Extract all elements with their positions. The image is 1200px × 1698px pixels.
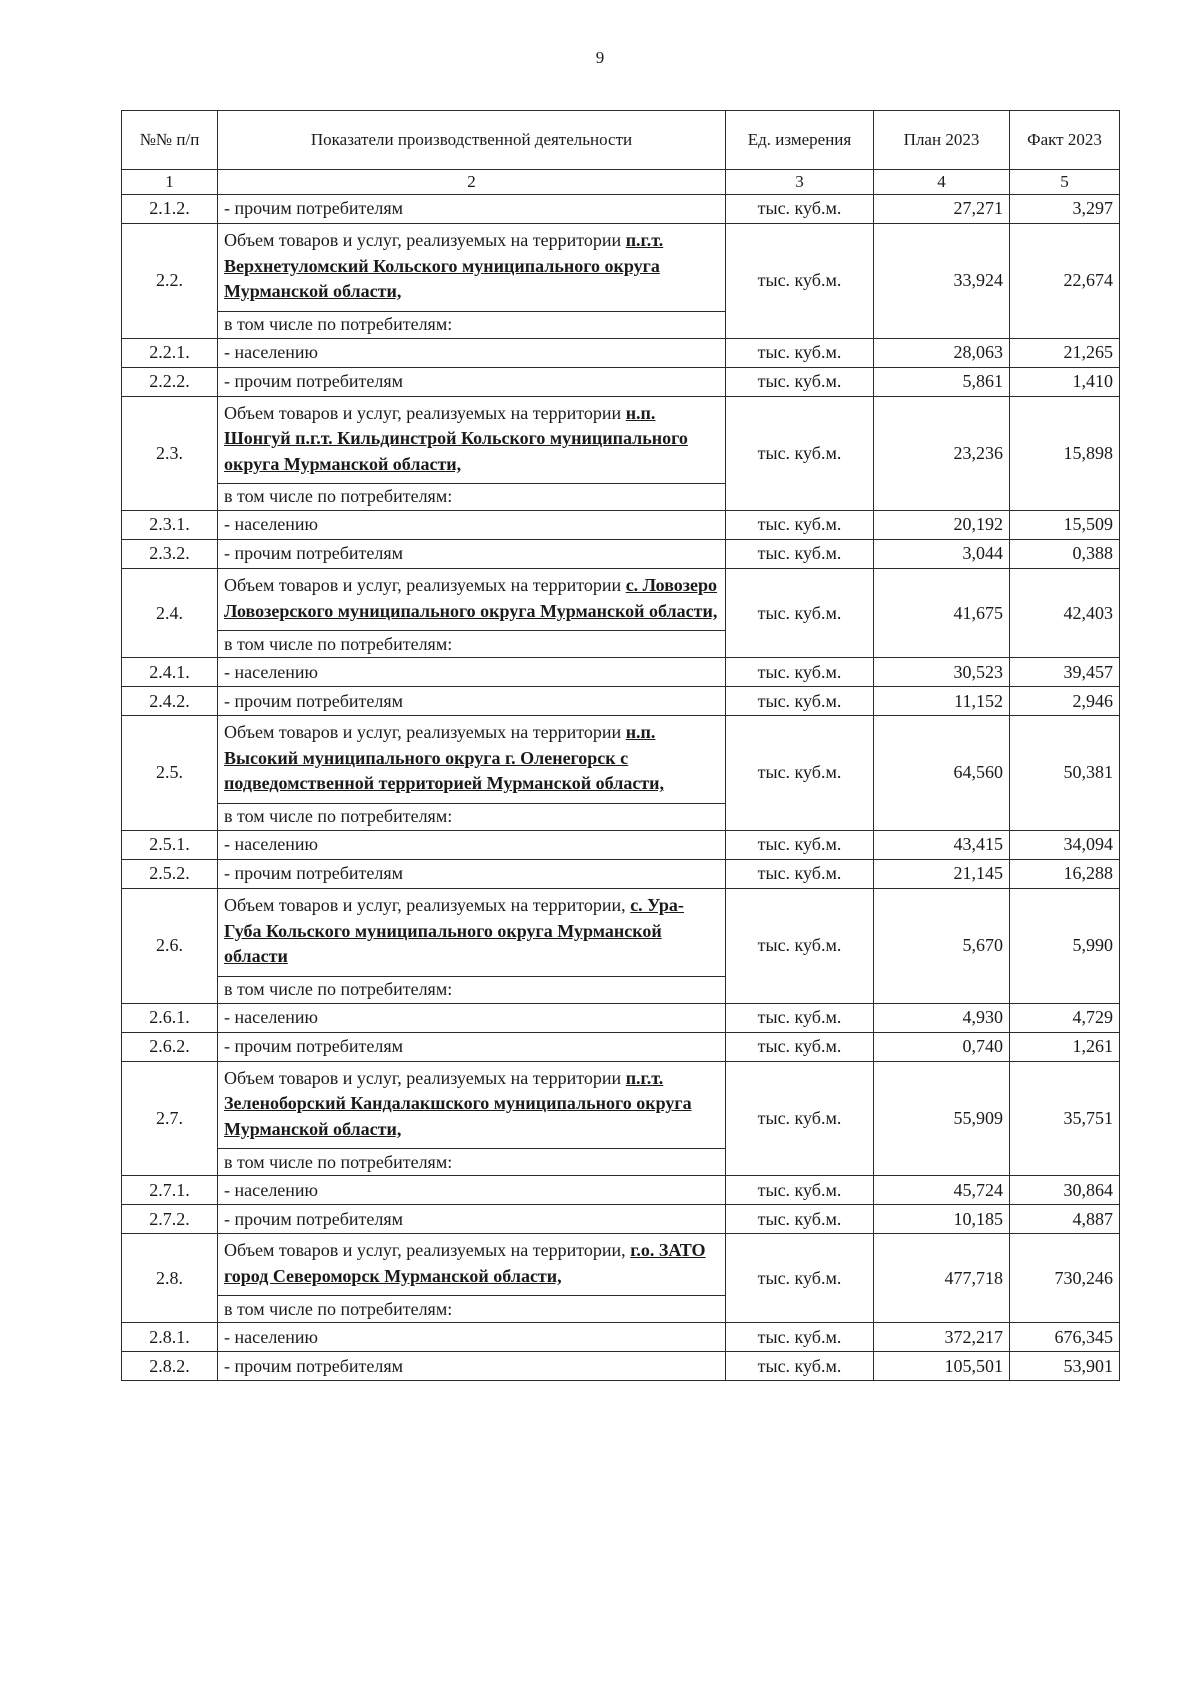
row-unit: тыс. куб.м. xyxy=(726,1205,874,1234)
row-indicator: - населению xyxy=(218,1323,726,1352)
row-number: 2.3.1. xyxy=(122,511,218,540)
group-title-text xyxy=(224,1066,719,1143)
row-number: 2.2.2. xyxy=(122,367,218,396)
column-index: 1 xyxy=(122,170,218,195)
group-title-prefix: Объем товаров и услуг, реализуемых на территории xyxy=(224,575,626,596)
column-index: 4 xyxy=(874,170,1010,195)
row-fact-value: 16,288 xyxy=(1010,860,1120,889)
group-subtitle: в том числе по потребителям: xyxy=(218,484,726,511)
table-row xyxy=(122,687,1120,716)
row-fact-value: 0,388 xyxy=(1010,540,1120,569)
group-number: 2.7. xyxy=(122,1061,218,1176)
row-plan-value: 11,152 xyxy=(874,687,1010,716)
page-number: 9 xyxy=(595,48,605,67)
group-title-row xyxy=(122,224,1120,312)
group-title xyxy=(218,1061,726,1149)
group-title-prefix: Объем товаров и услуг, реализуемых на территории, xyxy=(224,1240,631,1261)
group-plan-value: 23,236 xyxy=(874,396,1010,511)
row-indicator: - прочим потребителям xyxy=(218,1205,726,1234)
row-fact-value: 21,265 xyxy=(1010,338,1120,367)
row-unit: тыс. куб.м. xyxy=(726,1176,874,1205)
group-subtitle: в том числе по потребителям: xyxy=(218,1296,726,1323)
row-number: 2.5.1. xyxy=(122,831,218,860)
row-plan-value: 10,185 xyxy=(874,1205,1010,1234)
row-fact-value: 15,509 xyxy=(1010,511,1120,540)
row-fact-value: 676,345 xyxy=(1010,1323,1120,1352)
group-title-prefix: Объем товаров и услуг, реализуемых на территории xyxy=(224,1067,626,1088)
group-title-prefix: Объем товаров и услуг, реализуемых на территории xyxy=(224,722,626,743)
row-number: 2.7.2. xyxy=(122,1205,218,1234)
group-subtitle: в том числе по потребителям: xyxy=(218,976,726,1003)
group-number: 2.2. xyxy=(122,224,218,339)
group-fact-value: 730,246 xyxy=(1010,1234,1120,1323)
row-unit: тыс. куб.м. xyxy=(726,195,874,224)
group-number: 2.5. xyxy=(122,716,218,831)
group-territory-name: н.п. Высокий муниципального округа г. Оленегорск с подведомственной территорией Мурманской области, xyxy=(224,722,665,794)
group-title-text xyxy=(224,893,719,970)
table-row xyxy=(122,1003,1120,1032)
group-subtitle: в том числе по потребителям: xyxy=(218,1149,726,1176)
group-number: 2.6. xyxy=(122,889,218,1004)
group-title-text xyxy=(224,228,719,305)
row-fact-value: 3,297 xyxy=(1010,195,1120,224)
row-plan-value: 28,063 xyxy=(874,338,1010,367)
header-row xyxy=(122,111,1120,170)
row-unit: тыс. куб.м. xyxy=(726,511,874,540)
row-unit: тыс. куб.м. xyxy=(726,540,874,569)
row-indicator: - прочим потребителям xyxy=(218,860,726,889)
row-plan-value: 27,271 xyxy=(874,195,1010,224)
group-title-prefix: Объем товаров и услуг, реализуемых на территории xyxy=(224,402,626,423)
group-number: 2.3. xyxy=(122,396,218,511)
row-plan-value: 43,415 xyxy=(874,831,1010,860)
group-title-text xyxy=(224,401,719,478)
row-number: 2.2.1. xyxy=(122,338,218,367)
group-territory-name: н.п. Шонгуй п.г.т. Кильдинстрой Кольского муниципального округа Мурманской области, xyxy=(224,402,688,474)
group-title xyxy=(218,716,726,804)
table-row xyxy=(122,367,1120,396)
table-row xyxy=(122,338,1120,367)
group-title-text xyxy=(224,720,719,797)
group-fact-value: 35,751 xyxy=(1010,1061,1120,1176)
row-fact-value: 4,887 xyxy=(1010,1205,1120,1234)
group-unit: тыс. куб.м. xyxy=(726,889,874,1004)
row-unit: тыс. куб.м. xyxy=(726,338,874,367)
row-indicator: - прочим потребителям xyxy=(218,1032,726,1061)
group-fact-value: 15,898 xyxy=(1010,396,1120,511)
group-territory-name: с. Ловозеро Ловозерского муниципального округа Мурманской области, xyxy=(224,575,718,621)
row-indicator: - населению xyxy=(218,658,726,687)
row-fact-value: 53,901 xyxy=(1010,1352,1120,1381)
group-unit: тыс. куб.м. xyxy=(726,1234,874,1323)
row-fact-value: 2,946 xyxy=(1010,687,1120,716)
row-number: 2.4.2. xyxy=(122,687,218,716)
group-title-row xyxy=(122,569,1120,631)
table-row xyxy=(122,1323,1120,1352)
header-plan: План 2023 xyxy=(874,111,1010,170)
table-row xyxy=(122,860,1120,889)
group-fact-value: 42,403 xyxy=(1010,569,1120,658)
group-title-text xyxy=(224,1238,719,1289)
group-title-row xyxy=(122,889,1120,977)
row-indicator: - прочим потребителям xyxy=(218,367,726,396)
row-indicator: - прочим потребителям xyxy=(218,540,726,569)
row-plan-value: 20,192 xyxy=(874,511,1010,540)
group-subtitle: в том числе по потребителям: xyxy=(218,804,726,831)
row-fact-value: 39,457 xyxy=(1010,658,1120,687)
group-plan-value: 477,718 xyxy=(874,1234,1010,1323)
row-fact-value: 4,729 xyxy=(1010,1003,1120,1032)
group-territory-name: г.о. ЗАТО город Североморск Мурманской области, xyxy=(224,1240,706,1286)
table-row xyxy=(122,658,1120,687)
group-fact-value: 5,990 xyxy=(1010,889,1120,1004)
row-number: 2.5.2. xyxy=(122,860,218,889)
group-subtitle: в том числе по потребителям: xyxy=(218,631,726,658)
production-indicators-table xyxy=(121,110,1120,1381)
group-plan-value: 5,670 xyxy=(874,889,1010,1004)
group-title xyxy=(218,224,726,312)
group-plan-value: 33,924 xyxy=(874,224,1010,339)
group-territory-name: п.г.т. Верхнетуломский Кольского муниципального округа Мурманской области, xyxy=(224,230,664,302)
group-unit: тыс. куб.м. xyxy=(726,716,874,831)
row-number: 2.7.1. xyxy=(122,1176,218,1205)
row-number: 2.8.2. xyxy=(122,1352,218,1381)
row-number: 2.3.2. xyxy=(122,540,218,569)
group-unit: тыс. куб.м. xyxy=(726,1061,874,1176)
row-unit: тыс. куб.м. xyxy=(726,658,874,687)
group-title-row xyxy=(122,1234,1120,1296)
group-unit: тыс. куб.м. xyxy=(726,396,874,511)
group-fact-value: 50,381 xyxy=(1010,716,1120,831)
row-unit: тыс. куб.м. xyxy=(726,687,874,716)
group-subtitle: в том числе по потребителям: xyxy=(218,311,726,338)
row-number: 2.6.2. xyxy=(122,1032,218,1061)
table-row xyxy=(122,1032,1120,1061)
group-plan-value: 55,909 xyxy=(874,1061,1010,1176)
row-plan-value: 45,724 xyxy=(874,1176,1010,1205)
row-unit: тыс. куб.м. xyxy=(726,831,874,860)
table-row xyxy=(122,195,1120,224)
group-title xyxy=(218,569,726,631)
table-body xyxy=(122,195,1120,1381)
row-fact-value: 1,261 xyxy=(1010,1032,1120,1061)
row-unit: тыс. куб.м. xyxy=(726,1323,874,1352)
column-index-row xyxy=(122,170,1120,195)
row-plan-value: 3,044 xyxy=(874,540,1010,569)
group-number: 2.8. xyxy=(122,1234,218,1323)
row-plan-value: 21,145 xyxy=(874,860,1010,889)
row-unit: тыс. куб.м. xyxy=(726,1032,874,1061)
row-indicator: - прочим потребителям xyxy=(218,1352,726,1381)
group-title-row xyxy=(122,396,1120,484)
group-title-prefix: Объем товаров и услуг, реализуемых на территории, xyxy=(224,895,631,916)
group-title-row xyxy=(122,1061,1120,1149)
row-indicator: - населению xyxy=(218,1003,726,1032)
group-title xyxy=(218,396,726,484)
column-index: 2 xyxy=(218,170,726,195)
row-plan-value: 0,740 xyxy=(874,1032,1010,1061)
row-fact-value: 34,094 xyxy=(1010,831,1120,860)
table-row xyxy=(122,1176,1120,1205)
column-index: 3 xyxy=(726,170,874,195)
header-num: №№ п/п xyxy=(122,111,218,170)
row-plan-value: 372,217 xyxy=(874,1323,1010,1352)
group-title-text xyxy=(224,573,719,624)
group-number: 2.4. xyxy=(122,569,218,658)
table-row xyxy=(122,831,1120,860)
row-fact-value: 1,410 xyxy=(1010,367,1120,396)
table-row xyxy=(122,1205,1120,1234)
row-plan-value: 105,501 xyxy=(874,1352,1010,1381)
row-plan-value: 4,930 xyxy=(874,1003,1010,1032)
row-unit: тыс. куб.м. xyxy=(726,860,874,889)
group-title xyxy=(218,1234,726,1296)
group-title-prefix: Объем товаров и услуг, реализуемых на территории xyxy=(224,230,626,250)
row-number: 2.6.1. xyxy=(122,1003,218,1032)
row-unit: тыс. куб.м. xyxy=(726,367,874,396)
group-fact-value: 22,674 xyxy=(1010,224,1120,339)
row-number: 2.8.1. xyxy=(122,1323,218,1352)
column-index: 5 xyxy=(1010,170,1120,195)
header-fact: Факт 2023 xyxy=(1010,111,1120,170)
row-number: 2.1.2. xyxy=(122,195,218,224)
row-indicator: - населению xyxy=(218,338,726,367)
row-plan-value: 5,861 xyxy=(874,367,1010,396)
group-plan-value: 41,675 xyxy=(874,569,1010,658)
group-plan-value: 64,560 xyxy=(874,716,1010,831)
row-plan-value: 30,523 xyxy=(874,658,1010,687)
header-name: Показатели производственной деятельности xyxy=(218,111,726,170)
group-territory-name: п.г.т. Зеленоборский Кандалакшского муниципального округа Мурманской области, xyxy=(224,1067,692,1139)
row-indicator: - прочим потребителям xyxy=(218,687,726,716)
group-unit: тыс. куб.м. xyxy=(726,569,874,658)
row-unit: тыс. куб.м. xyxy=(726,1003,874,1032)
row-indicator: - населению xyxy=(218,511,726,540)
group-unit: тыс. куб.м. xyxy=(726,224,874,339)
row-fact-value: 30,864 xyxy=(1010,1176,1120,1205)
group-title xyxy=(218,889,726,977)
header-unit: Ед. измерения xyxy=(726,111,874,170)
group-title-row xyxy=(122,716,1120,804)
row-unit: тыс. куб.м. xyxy=(726,1352,874,1381)
group-territory-name: с. Ура-Губа Кольского муниципального округа Мурманской области xyxy=(224,895,684,967)
row-indicator: - прочим потребителям xyxy=(218,195,726,224)
row-number: 2.4.1. xyxy=(122,658,218,687)
row-indicator: - населению xyxy=(218,831,726,860)
table-row xyxy=(122,511,1120,540)
table-row xyxy=(122,540,1120,569)
table-row xyxy=(122,1352,1120,1381)
row-indicator: - населению xyxy=(218,1176,726,1205)
